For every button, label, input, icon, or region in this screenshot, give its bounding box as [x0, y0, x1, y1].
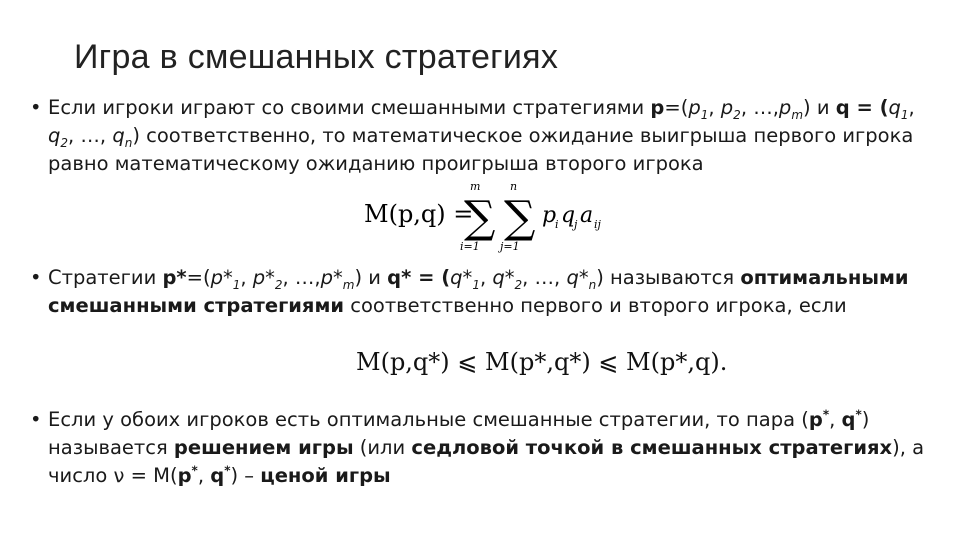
svg-text:a: a: [580, 203, 594, 228]
bullet-3: [30, 406, 935, 490]
bullet-dot: •: [30, 96, 42, 119]
formula-expected-payoff: [360, 176, 620, 256]
svg-text:M(p,q) =: M(p,q) =: [364, 200, 474, 228]
sum-sign: ∑: [464, 192, 496, 243]
svg-text:i=1: i=1: [460, 240, 480, 253]
bullet-dot: •: [30, 266, 42, 289]
formula-saddle-inequality: M(p,q*) ⩽ M(p*,q*) ⩽ M(p*,q).: [356, 348, 728, 376]
svg-text:q: q: [561, 203, 576, 228]
bullet-2: [30, 264, 935, 320]
svg-text:j=1: j=1: [500, 240, 520, 253]
bullet-2-text: Стратегии $p*=(p*_1$, $p*_2$, $\dots,p*_m$) и $q* = (q*_1$, $q*_2$, …, $q*_n$) называются оптимальными смешанными стратегиями соответственно первого и второго игрока, если: [48, 266, 909, 317]
bullet-1: [30, 94, 935, 178]
svg-text:m: m: [470, 180, 481, 193]
bullet-3-text: Если у обоих игроков есть оптимальные смешанные стратегии, то пара (p*, q*) называется решением игры (или седловой точкой в смешанных стратегиях), а число ν = M(p*, q*) – ценой игры: [48, 407, 925, 487]
slide-title: Игра в смешанных стратегиях: [74, 38, 559, 76]
svg-text:p: p: [542, 203, 557, 228]
svg-text:n: n: [510, 180, 518, 193]
svg-text:ij: ij: [594, 218, 601, 231]
svg-text:i: i: [555, 218, 559, 231]
bullet-dot: •: [30, 408, 42, 431]
svg-text:j: j: [574, 218, 578, 231]
sum-sign: ∑: [504, 192, 536, 243]
bullet-1-text: Если игроки играют со своими смешанными стратегиями $p=(p_1$, $p_2$, $\dots,p_m$) и $q = (q_1$, $q_2$, …, $q_n$) соответственно, то математическое ожидание выигрыша первого игрока равно математическому ожиданию проигрыша второго игрока: [48, 96, 915, 175]
